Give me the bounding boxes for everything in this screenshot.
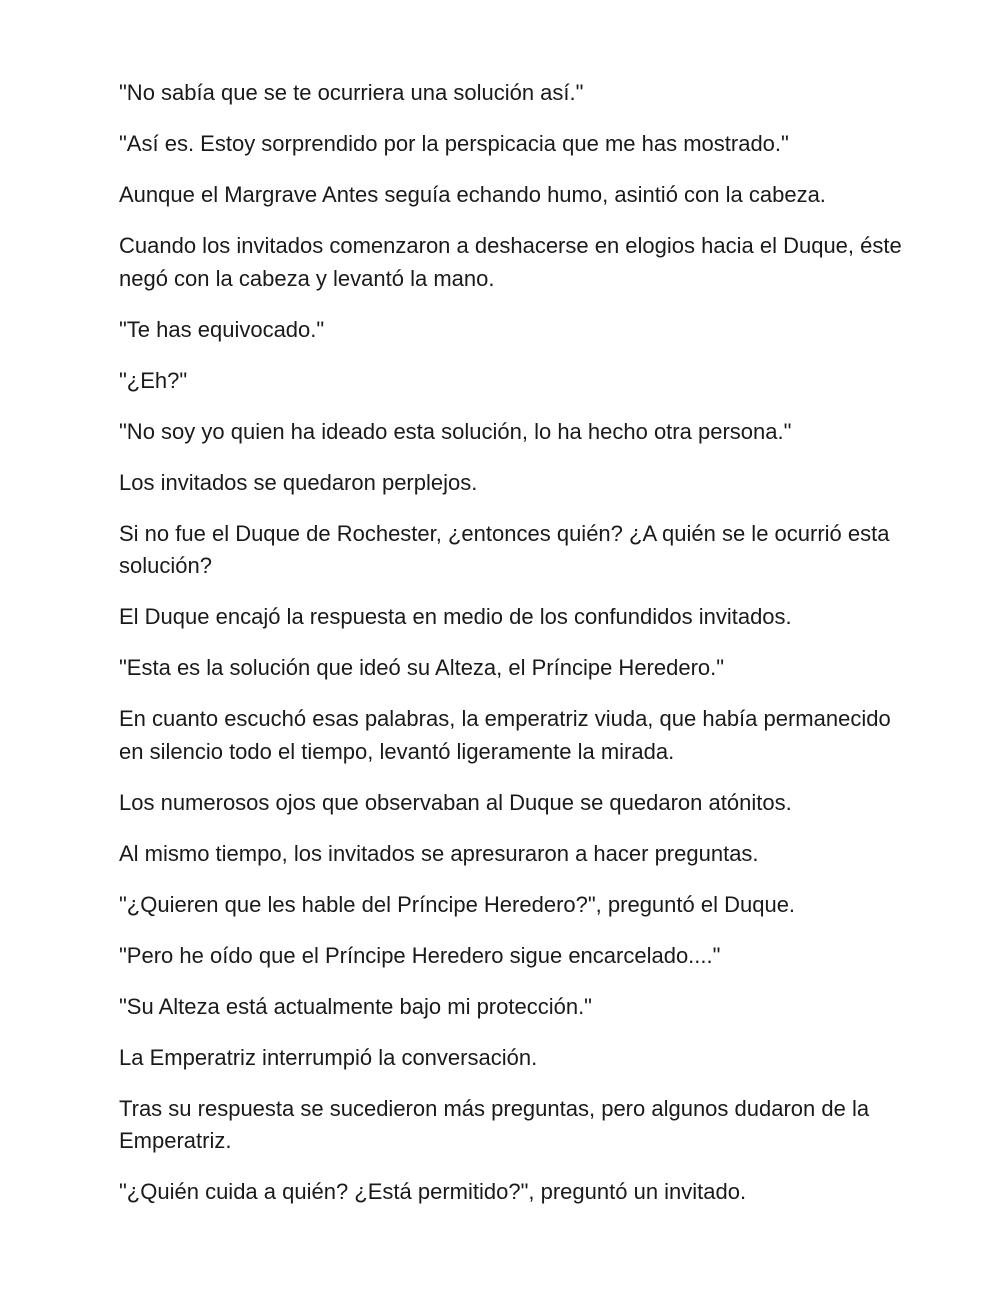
paragraph-18: La Emperatriz interrumpió la conversación. <box>119 1044 538 1070</box>
paragraph-19: Tras su respuesta se sucedieron más preguntas, pero algunos dudaron de la Emperatriz. <box>119 1095 870 1153</box>
paragraph-11: "Esta es la solución que ideó su Alteza, el Príncipe Heredero." <box>119 655 725 680</box>
paragraph-16: "Pero he oído que el Príncipe Heredero sigue encarcelado...." <box>119 942 721 968</box>
paragraph-17: "Su Alteza está actualmente bajo mi protección." <box>119 993 592 1019</box>
paragraph-2: "Así es. Estoy sorprendido por la perspicacia que me has mostrado." <box>119 131 789 156</box>
paragraph-3: Aunque el Margrave Antes seguía echando humo, asintió con la cabeza. <box>119 182 826 207</box>
paragraph-12: En cuanto escuchó esas palabras, la emperatriz viuda, que había permanecido en silencio todo el tiempo, levantó ligeramente la mirada. <box>119 706 891 764</box>
paragraph-9: Si no fue el Duque de Rochester, ¿entonces quién? ¿A quién se le ocurrió esta solución? <box>119 520 890 578</box>
paragraph-10: El Duque encajó la respuesta en medio de los confundidos invitados. <box>119 604 792 629</box>
paragraph-1: "No sabía que se te ocurriera una solución así." <box>119 80 584 105</box>
paragraph-7: "No soy yo quien ha ideado esta solución, lo ha hecho otra persona." <box>119 418 792 444</box>
paragraph-6: "¿Eh?" <box>119 367 188 393</box>
paragraph-5: "Te has equivocado." <box>119 316 325 342</box>
paragraph-8: Los invitados se quedaron perplejos. <box>119 469 478 495</box>
paragraph-20: "¿Quién cuida a quién? ¿Está permitido?", preguntó un invitado. <box>119 1179 747 1204</box>
paragraph-15: "¿Quieren que les hable del Príncipe Heredero?", preguntó el Duque. <box>119 891 796 917</box>
paragraph-14: Al mismo tiempo, los invitados se apresuraron a hacer preguntas. <box>119 840 759 866</box>
paragraph-13: Los numerosos ojos que observaban al Duque se quedaron atónitos. <box>119 789 792 815</box>
paragraph-4: Cuando los invitados comenzaron a deshacerse en elogios hacia el Duque, éste negó con la cabeza y levantó la mano. <box>119 233 902 291</box>
